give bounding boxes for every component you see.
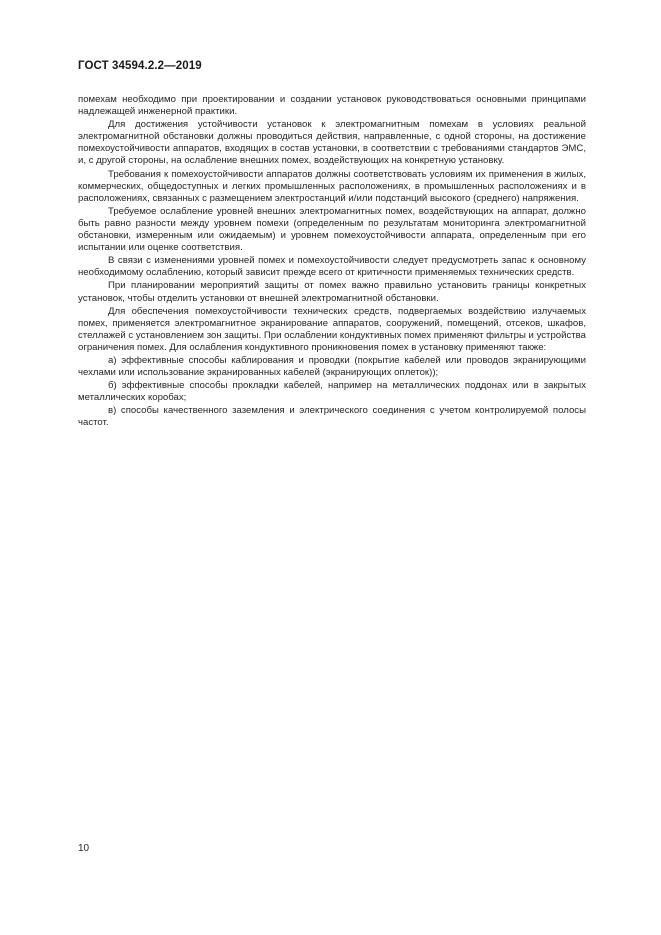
paragraph-required-attenuation: Требуемое ослабление уровней внешних электромагнитных помех, воздействующих на аппарат, должно быть равно разности между уровнем помехи (определенным по результатам мониторинга электромагнитной обстановки, измеренным или ожидаемым) и уровнем помехоустойчивости аппарата, определенным при его испытании или оценке соответствия. (78, 205, 586, 254)
paragraph-shielding-filters: Для обеспечения помехоустойчивости технических средств, подвергаемых воздействию излучаемых помех, применяется электромагнитное экранирование аппаратов, сооружений, помещений, отсеков, шкафов, стеллажей с установлением зон защиты. При ослаблении кондуктивных помех применяют фильтры и устройства ограничения помех. Для ослабления кондуктивного проникновения помех в установку применяют также: (78, 305, 586, 353)
paragraph-emc-stability: Для достижения устойчивости установок к электромагнитным помехам в условиях реальной электромагнитной обстановки должны проводиться действия, направленные, с одной стороны, на достижение помехоустойчивости аппаратов, входящих в состав установки, в соответствии с требованиями стандартов ЭМС, и, с другой стороны, на ослабление внешних помех, воздействующих на конкретную установку. (78, 119, 586, 167)
paragraph-planning-boundaries: При планировании мероприятий защиты от помех важно правильно установить границы конкретных установок, чтобы отделить установки от внешней электромагнитной обстановки. (78, 280, 586, 304)
list-item-a: а) эффективные способы каблирования и проводки (покрытие кабелей или проводов экранирующими чехлами или использование экранированных кабелей (экранирующих оплеток)); (78, 354, 586, 379)
list-item-b: б) эффективные способы прокладки кабелей, например на металлических поддонах или в закрытых металлических коробах; (78, 380, 586, 404)
document-header-code: ГОСТ 34594.2.2—2019 (78, 60, 202, 72)
document-body (78, 94, 586, 431)
paragraph-continuation: помехам необходимо при проектировании и создании установок руководствоваться основными принципами надлежащей инженерной практики. (78, 94, 586, 118)
paragraph-immunity-requirements: Требования к помехоустойчивости аппаратов должны соответствовать условиям их применения в жилых, коммерческих, общедоступных и легких промышленных расположениях, в промышленных расположениях и в расположениях, связанных с размещением электростанций и/или подстанций высокого (среднего) напряжения. (78, 168, 586, 204)
list-item-c: в) способы качественного заземления и электрического соединения с учетом контролируемой полосы частот. (78, 405, 586, 429)
paragraph-margin: В связи с изменениями уровней помех и помехоустойчивости следует предусмотреть запас к основному необходимому ослаблению, который зависит прежде всего от критичности применяемых технических средств. (78, 255, 586, 279)
page-number: 10 (78, 843, 90, 854)
